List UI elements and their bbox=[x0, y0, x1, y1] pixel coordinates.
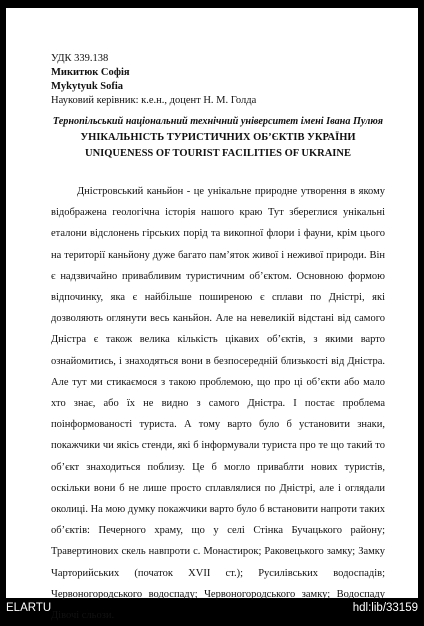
author-name-en: Mykytyuk Sofia bbox=[51, 81, 124, 92]
body-paragraph: Дністровський каньйон - це унікальне природне утворення в якому відображена геологічна історія нашого краю Тут збереглися унікальні еталони відслонень гірських порід та викопної флори і фауни, крім цього на території каньйону дуже багато пам’яток живої і неживої природи. Він є надзвичайно привабливим туристичним об’єктом. Основною формою відпочинку, яка є найбільше поширеною є сплави по Дністрі, які дозволяють оглянути весь каньйон. Але на невеликій відстані від самого Дністра є також велика кількість цікавих об’єктів, з якими варто ознайомитись, і знаходяться вони в безпосередній близькості від Дністра. Але тут ми стикаємося з такою проблемою, що про ці об’єкти або мало хто знає, або їх не видно з самого Дністра. І постає проблема поінформованості туриста. А тому варто було б установити знаки, покажчики чи якісь стенди, які б інформували туриста про те що такий то об’єкт знаходиться поблизу. Це б могло приваблти нових туристів, оскільки вони б не лише просто сплавлялися по Дністрі, але і оглядали околиці. На мою думку покажчики варто було б встановити напроти таких об’єктів: Печерного храму, що у селі Стінка Бучацького району; Травертинових скель навпроти с. Монастирок; Раковецького замку; Замку Чарторийських (початок XVII ст.); Русилівських водоспадів; Червоногородського водоспаду; Червоногородського замку; Водоспаду Дівочі сльози. bbox=[51, 186, 385, 622]
handle-link[interactable]: hdl:lib/33159 bbox=[352, 602, 418, 614]
repository-footer bbox=[0, 598, 424, 620]
repository-name: ELARTU bbox=[6, 602, 52, 614]
title-ua: УНІКАЛЬНІСТЬ ТУРИСТИЧНИХ ОБ’ЄКТІВ УКРАЇНИ bbox=[80, 132, 356, 143]
paper-content bbox=[51, 52, 385, 626]
body-text bbox=[51, 181, 385, 626]
supervisor: Науковий керівник: к.е.н., доцент Н. М. Голда bbox=[51, 95, 257, 106]
affiliation: Тернопільський національний технічний університет імені Івана Пулюя bbox=[52, 116, 384, 127]
udk-code: УДК 339.138 bbox=[51, 53, 109, 64]
title-en: UNIQUENESS OF TOURIST FACILITIES OF UKRAINE bbox=[85, 148, 351, 159]
author-name-ua: Микитюк Софія bbox=[51, 67, 130, 78]
